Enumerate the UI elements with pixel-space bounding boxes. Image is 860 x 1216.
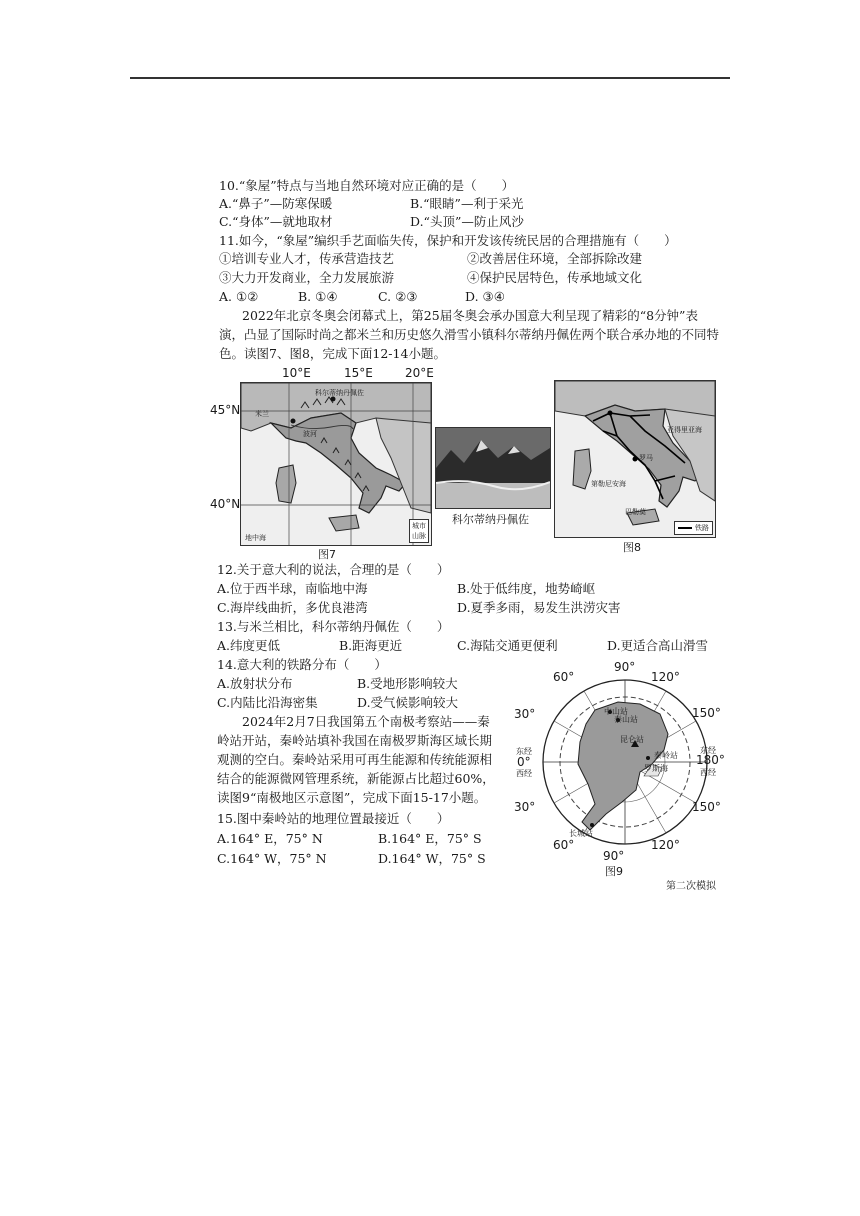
q11-option-c: C. ②③ [378,289,418,304]
fig7-lon-15e: 15°E [344,366,373,380]
fig7-caption: 图7 [318,548,336,561]
fig8-label-rome: 罗马 [639,454,653,462]
fig9-taishan: 泰山站 [614,715,638,724]
q13-option-b: B.距海更近 [339,638,403,653]
intro1-line-2: 演，凸显了国际时尚之都米兰和历史悠久滑雪小镇科尔蒂纳丹佩佐两个联合承办地的不同特 [219,327,720,342]
q14-stem: 14.意大利的铁路分布（ ） [217,657,387,672]
fig9-west-label-right: 西经 [700,768,716,777]
fig9-lon-0: 0° [517,755,531,769]
q10-option-d: D.“头顶”—防止风沙 [410,214,524,229]
fig9-left-30: 30° [514,707,536,721]
top-rule [130,77,730,79]
q11-item-2: ②改善居住环境，全部拆除改建 [467,251,643,266]
q11-item-1: ①培训专业人才，传承营造技艺 [219,251,395,266]
fig9-changcheng: 长城站 [569,829,593,838]
fig8-map-railways [554,380,716,538]
intro2-line-2: 岭站开站，秦岭站填补我国在南极罗斯海区域长期 [217,733,493,748]
fig7-map-italy [240,382,432,546]
photo-cortina-drawing [436,428,550,508]
q12-option-c: C.海岸线曲折，多优良港湾 [217,600,368,615]
q11-option-b: B. ①④ [298,289,338,304]
fig7-map-drawing [241,383,431,545]
q11-option-d: D. ③④ [465,289,505,304]
fig8-caption: 图8 [623,541,641,554]
q11-option-a: A. ①② [219,289,259,304]
q13-option-a: A.纬度更低 [217,638,281,653]
q11-stem: 11.如今，“象屋”编织手艺面临失传，保护和开发该传统民居的合理措施有（ ） [219,233,677,248]
q13-option-c: C.海陆交通更便利 [457,638,558,653]
fig9-bottom-120: 120° [651,838,680,852]
q11-item-4: ④保护民居特色，传承地域文化 [467,270,643,285]
fig9-top-120: 120° [651,670,680,684]
fig9-east-label-right: 东经 [700,746,716,755]
q14-option-a: A.放射状分布 [217,676,293,691]
fig7-label-cortina: 科尔蒂纳丹佩佐 [315,389,364,397]
intro1-line-3: 色。读图7、图8，完成下面12-14小题。 [219,346,446,361]
fig9-bottom-left-30: 30° [514,800,536,814]
fig8-legend [674,521,713,535]
fig7-legend [409,519,429,543]
q12-option-b: B.处于低纬度，地势崎岖 [457,581,596,596]
q11-item-3: ③大力开发商业，全力发展旅游 [219,270,395,285]
fig9-caption: 图9 [605,865,623,878]
q14-option-b: B.受地形影响较大 [357,676,458,691]
fig8-legend-rail-line [678,527,692,529]
q13-stem: 13.与米兰相比，科尔蒂纳丹佩佐（ ） [217,619,450,634]
fig7-label-mediterranean: 地中海 [245,534,266,542]
q15-option-d: D.164° W，75° S [378,851,486,866]
q15-option-c: C.164° W，75° N [217,851,327,866]
q12-option-d: D.夏季多雨，易发生洪涝灾害 [457,600,621,615]
q12-stem: 12.关于意大利的说法，合理的是（ ） [217,562,450,577]
fig7-lon-10e: 10°E [282,366,311,380]
q15-option-a: A.164° E，75° N [217,831,323,846]
photo-caption: 科尔蒂纳丹佩佐 [452,513,529,526]
q15-option-b: B.164° E，75° S [378,831,482,846]
fig8-legend-rail: 铁路 [695,524,709,532]
page-footer: 第二次模拟 [666,881,716,892]
fig9-east-label-left: 东经 [516,747,532,756]
photo-cortina [435,427,551,509]
fig9-ross-sea: 罗斯海 [644,764,668,773]
q14-option-d: D.受气候影响较大 [357,695,459,710]
fig9-lon-180: 180° [696,753,725,767]
fig9-right-150: 150° [692,706,721,720]
fig8-label-tyrrhenian: 第勒尼安海 [591,480,626,488]
q14-option-c: C.内陆比沿海密集 [217,695,318,710]
fig9-top-60: 60° [553,670,575,684]
fig9-zhongshan: 中山站 [604,707,628,716]
q10-option-a: A.“鼻子”—防寒保暖 [219,196,333,211]
fig9-qinling: 秦岭站 [654,751,678,760]
fig7-label-milan: 米兰 [255,410,269,418]
fig8-label-adriatic: 亚得里亚海 [667,426,702,434]
fig7-lon-20e: 20°E [405,366,434,380]
fig7-lat-40n: 40°N [210,497,241,511]
q10-stem: 10.“象屋”特点与当地自然环境对应正确的是（ ） [219,178,515,193]
q10-option-b: B.“眼睛”—利于采光 [410,196,524,211]
fig9-bottom-90: 90° [603,849,625,863]
fig7-legend-mountain: 山脉 [412,532,426,540]
fig9-top-90: 90° [614,660,636,674]
intro2-line-4: 结合的能源微网管理系统，新能源占比超过60%， [217,771,495,786]
intro2-line-3: 观测的空白。秦岭站采用可再生能源和传统能源相 [217,752,493,767]
q15-stem: 15.图中秦岭站的地理位置最接近（ ） [217,811,450,826]
q12-option-a: A.位于西半球，南临地中海 [217,581,368,596]
intro2-line-5: 读图9“南极地区示意图”，完成下面15-17小题。 [217,790,487,805]
q13-option-d: D.更适合高山滑雪 [607,638,709,653]
fig9-bottom-60: 60° [553,838,575,852]
fig7-label-po-river: 波河 [303,430,317,438]
fig9-bottom-right-150: 150° [692,800,721,814]
fig7-lat-45n: 45°N [210,403,241,417]
q10-option-c: C.“身体”—就地取材 [219,214,333,229]
fig9-west-label-left: 西经 [516,769,532,778]
fig9-kunlun: 昆仑站 [620,735,644,744]
fig9-polar-map [540,672,710,852]
fig8-label-palermo: 巴勒莫 [625,508,646,516]
fig7-legend-city: 城市 [412,522,426,530]
intro2-line-1: 2024年2月7日我国第五个南极考察站——秦 [242,714,490,729]
intro1-line-1: 2022年北京冬奥会闭幕式上，第25届冬奥会承办国意大利呈现了精彩的“8分钟”表 [242,308,698,323]
